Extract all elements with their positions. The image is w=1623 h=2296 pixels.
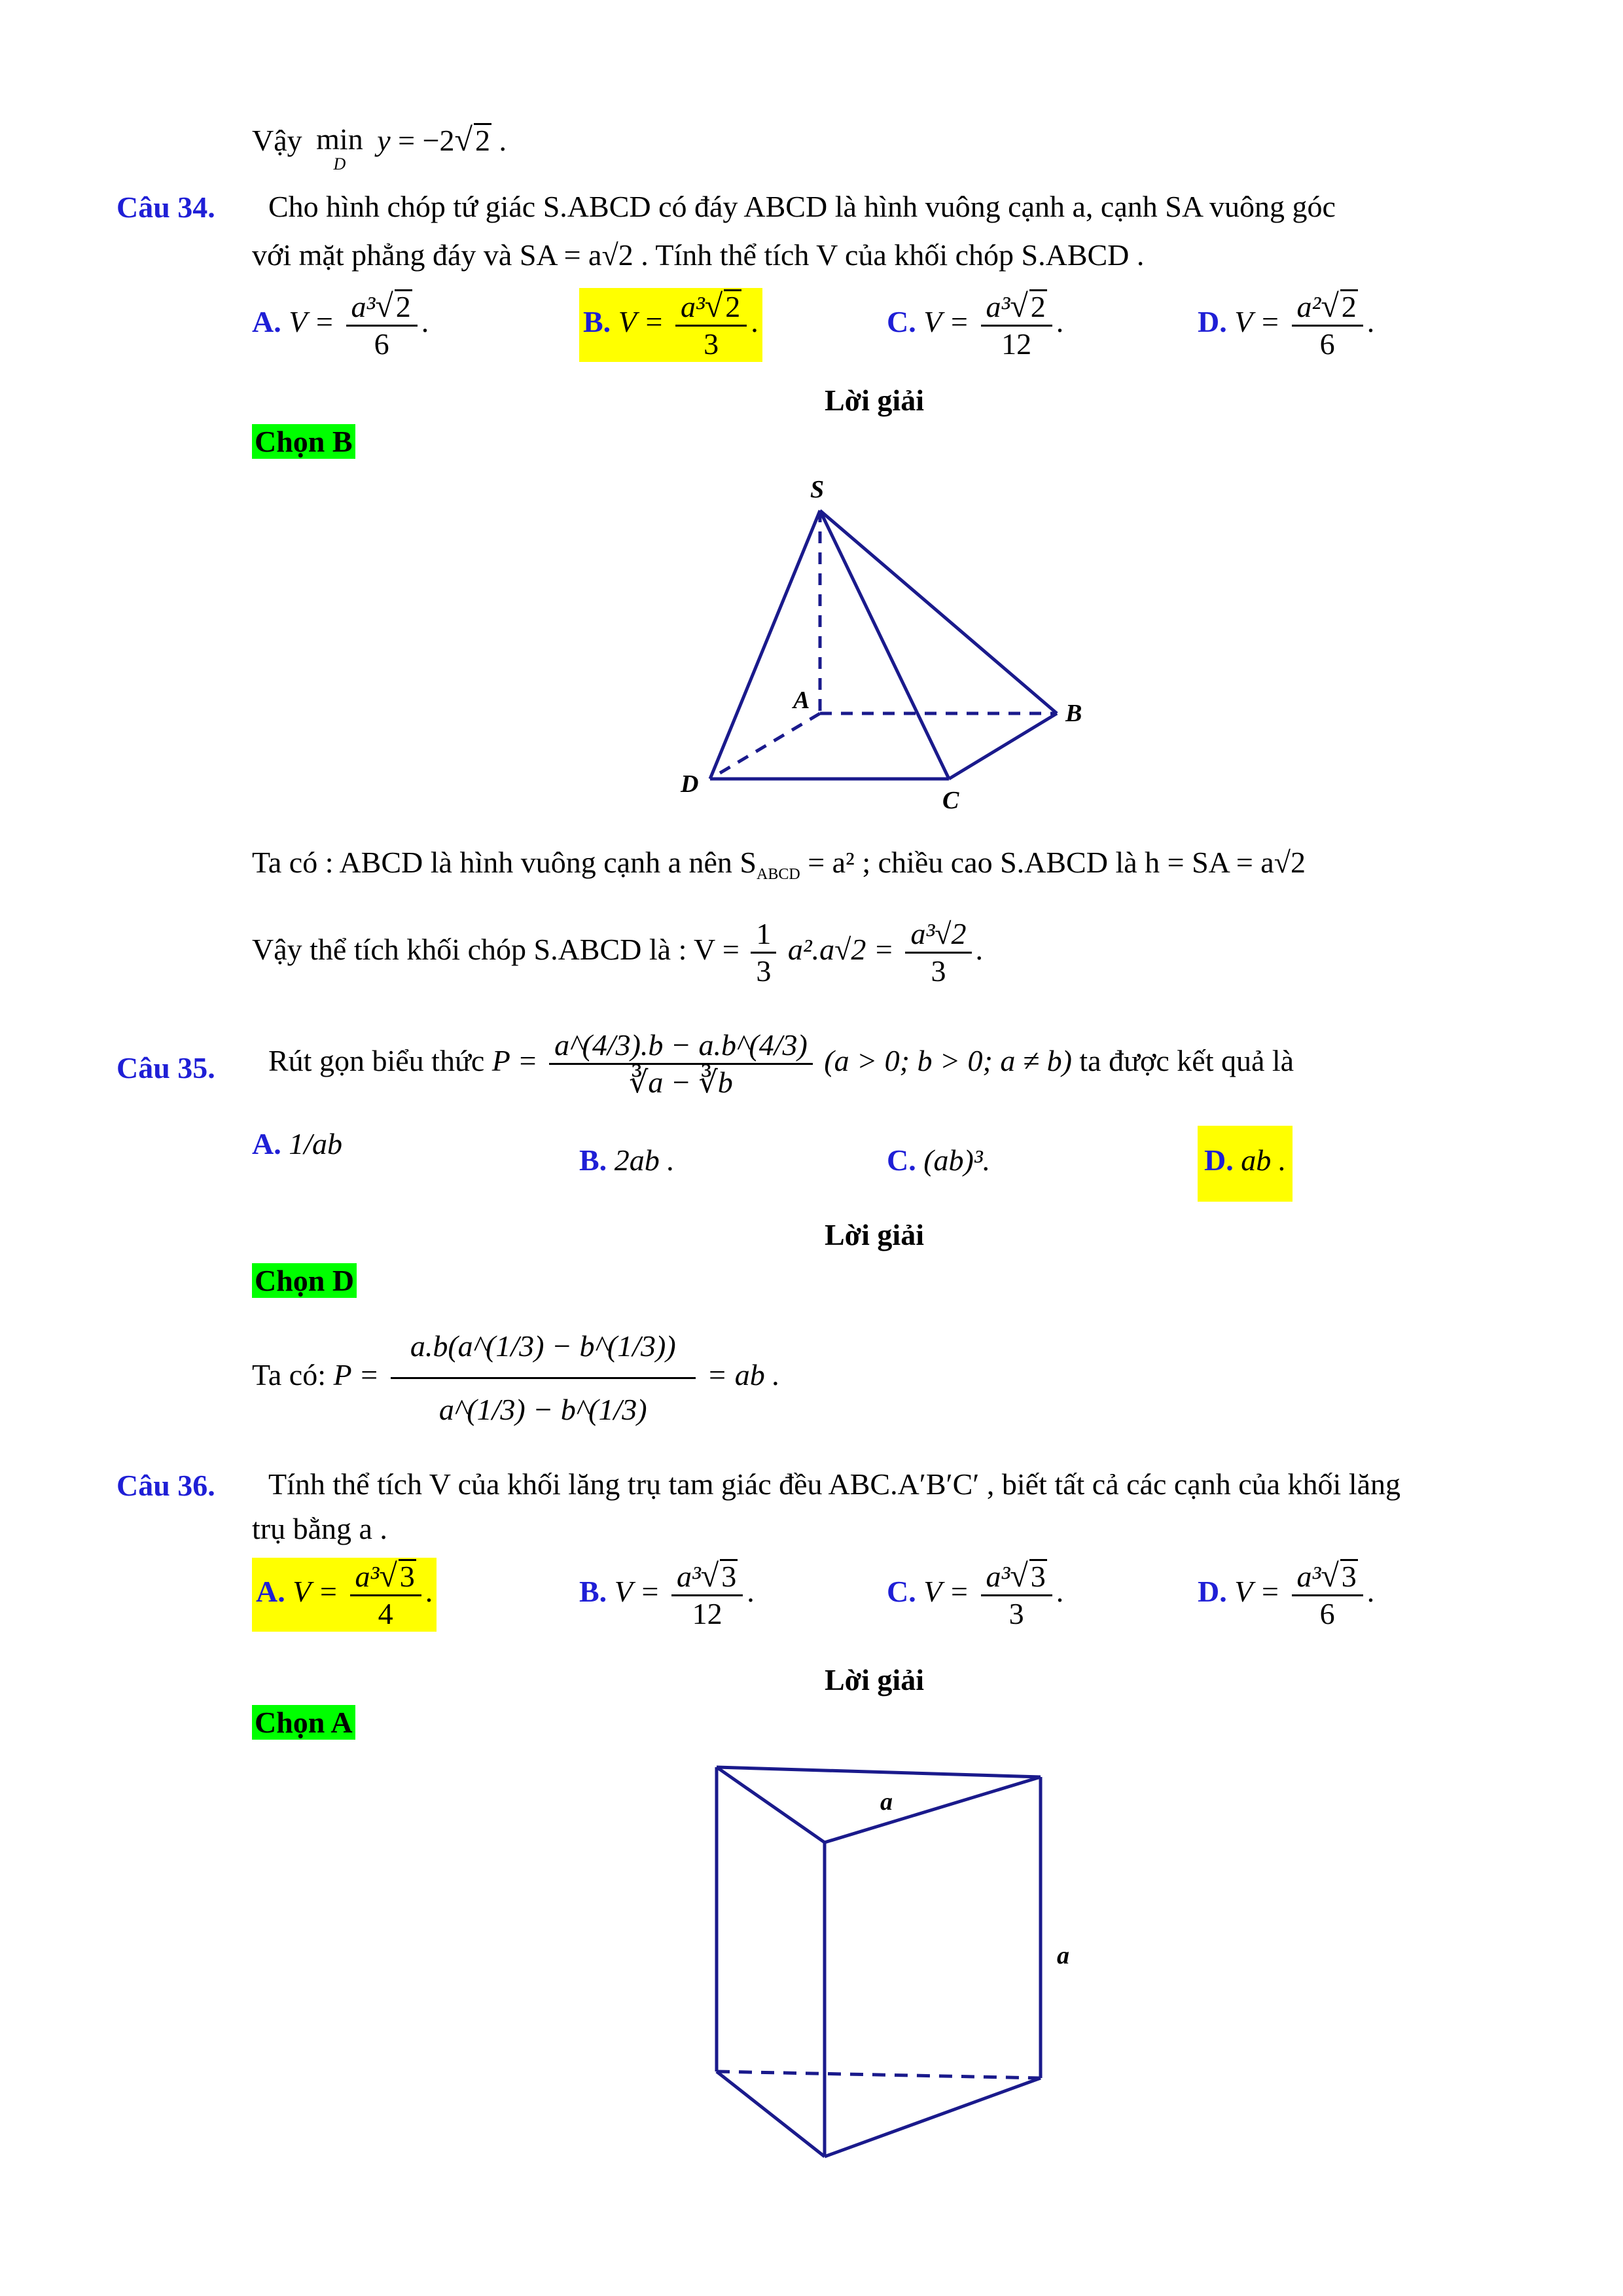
min-operator: min D: [316, 122, 363, 173]
q35-option-a[interactable]: A. 1/ab: [252, 1127, 343, 1160]
intro-line: Vậy min D y = −2√2 .: [252, 121, 507, 173]
question-36-text-line1: Tính thể tích V của khối lăng trụ tam giác đều ABC.A′B′C′ , biết tất cả các cạnh của khối lăng: [268, 1467, 1401, 1501]
q34-option-d[interactable]: D. V = $\frac{\text{a²√2}}{6}$ .: [1198, 287, 1375, 361]
label-C: C: [942, 787, 959, 814]
q36-option-b[interactable]: B. V = $\frac{\text{a³√3}}{12}$ .: [579, 1557, 755, 1630]
edge-CB: [949, 713, 1057, 779]
q34-solution-line2: Vậy thể tích khối chóp S.ABCD là : V = $\frac{1}{3}$ a².a√2 = $\frac{\text{a³√2}}{3}$ .: [252, 917, 983, 988]
q34-option-c[interactable]: C. V = $\frac{\text{a³√2}}{12}$ .: [887, 287, 1064, 361]
q36-option-c[interactable]: C. V = $\frac{\text{a³√3}}{3}$ .: [887, 1557, 1064, 1630]
top-edge-back: [717, 1767, 1041, 1777]
q35-solution: Ta có: P = $\frac{a.b(a\^{}(1/3) - b\^{}(1/3))}{a\^{}(1/3) - b\^{}(1/3)}$ = ab .: [252, 1316, 780, 1441]
q36-solution-title: Lời giải: [825, 1663, 924, 1696]
top-edge-left: [717, 1767, 825, 1842]
label-edge-top: a: [880, 1788, 893, 1816]
label-edge-side: a: [1057, 1942, 1069, 1969]
pyramid-figure: [654, 471, 1126, 825]
bottom-edge-back-hidden: [717, 2072, 1041, 2078]
label-B: B: [1065, 700, 1082, 727]
edge-SD: [710, 511, 820, 779]
q34-choice: Chọn B: [252, 424, 355, 459]
bottom-edge-left: [717, 2072, 825, 2157]
question-35-text: Rút gọn biểu thức P = $\frac{a\^{}(4/3).b - a.b\^{}(4/3)}{∛a - ∛b}$ (a > 0; b > 0; a ≠ b) ta được kết quả là: [268, 1028, 1294, 1099]
q35-solution-title: Lời giải: [825, 1218, 924, 1251]
q34-option-a[interactable]: A. V = $\frac{\text{a³√2}}{6}$ .: [252, 287, 429, 361]
bottom-edge-front: [825, 2078, 1041, 2157]
edge-AD-hidden: [710, 713, 820, 779]
top-edge-front: [825, 1777, 1041, 1842]
edge-SB: [820, 511, 1057, 713]
prism-figure: [694, 1754, 1099, 2179]
question-34-label: Câu 34.: [116, 190, 215, 224]
q36-choice: Chọn A: [252, 1705, 355, 1740]
q34-option-b[interactable]: B. V = $\frac{\text{a³√2}}{3}$ .: [579, 288, 762, 362]
q36-option-d[interactable]: D. V = $\frac{\text{a³√3}}{6}$ .: [1198, 1557, 1375, 1630]
question-36-text-line2: trụ bằng a .: [252, 1512, 387, 1545]
edge-SC: [820, 511, 949, 779]
q34-solution-title: Lời giải: [825, 384, 924, 417]
q35-option-b[interactable]: B. 2ab .: [579, 1143, 675, 1177]
label-D: D: [681, 770, 699, 798]
question-34-text-line2: với mặt phẳng đáy và SA = a√2 . Tính thể tích V của khối chóp S.ABCD .: [252, 238, 1145, 272]
label-A: A: [793, 687, 810, 714]
question-35-label: Câu 35.: [116, 1051, 215, 1085]
q34-solution-line1: Ta có : ABCD là hình vuông cạnh a nên $S_{ABCD} = a^2$ ; chiều cao S.ABCD là h = SA = a√2: [252, 846, 1306, 884]
q35-option-c[interactable]: C. (ab)³.: [887, 1143, 991, 1177]
q35-choice: Chọn D: [252, 1263, 357, 1298]
q36-option-a[interactable]: A. V = $\frac{\text{a³√3}}{4}$ .: [252, 1558, 437, 1632]
intro-prefix: Vậy: [252, 124, 302, 157]
q35-option-d[interactable]: D. ab .: [1198, 1126, 1293, 1202]
question-36-label: Câu 36.: [116, 1469, 215, 1502]
question-34-text-line1: Cho hình chóp tứ giác S.ABCD có đáy ABCD là hình vuông cạnh a, cạnh SA vuông góc: [268, 190, 1336, 223]
label-S: S: [810, 476, 825, 503]
